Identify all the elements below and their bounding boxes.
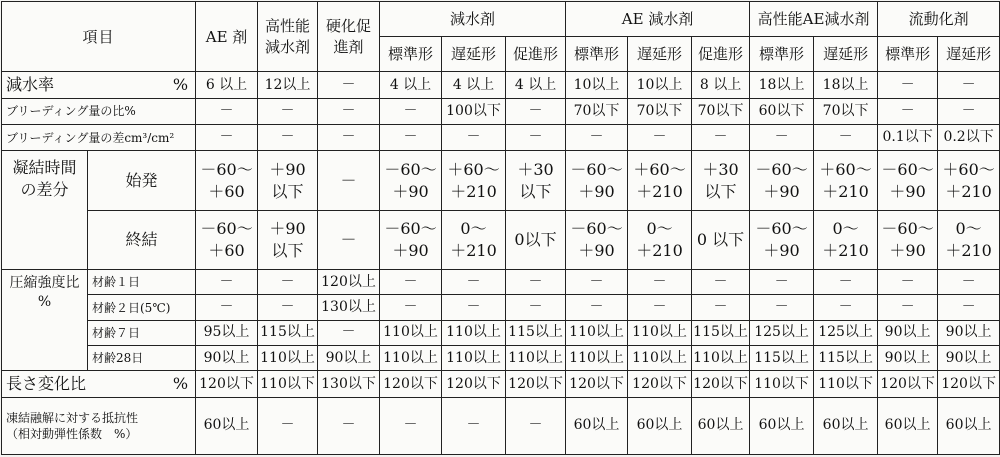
value-cell: ＋60～ ＋210 [938, 151, 1000, 210]
value-cell: 110以上 [258, 346, 318, 371]
value-cell: 70以下 [566, 98, 628, 124]
value-cell: －60～ ＋90 [878, 151, 938, 210]
value-cell: －60～ ＋90 [750, 210, 814, 269]
value-cell: 110以下 [258, 371, 318, 397]
label-setting-time: 凝結時間 の差分 [2, 151, 88, 270]
value-cell: － [318, 98, 380, 124]
subheader-standard: 標準形 [380, 37, 442, 72]
value-cell: 120以下 [692, 371, 750, 397]
value-cell: 90以上 [318, 346, 380, 371]
value-cell: 70以下 [628, 98, 692, 124]
label-text: 減水率 [6, 75, 55, 95]
value-cell: 120以下 [878, 371, 938, 397]
value-cell: － [442, 295, 506, 320]
value-cell: 0～ ＋210 [442, 210, 506, 269]
value-cell: 4 以上 [506, 72, 566, 98]
value-cell: － [318, 210, 380, 269]
value-cell: － [258, 125, 318, 151]
value-cell: 0～ ＋210 [628, 210, 692, 269]
value-cell: 110以上 [566, 346, 628, 371]
value-cell: － [692, 270, 750, 295]
value-cell: 120以下 [938, 371, 1000, 397]
value-cell: － [318, 125, 380, 151]
value-cell: 0～ ＋210 [938, 210, 1000, 269]
value-cell: －60～ ＋90 [380, 210, 442, 269]
row-bleeding-difference [2, 125, 1000, 151]
value-cell: 4 以上 [442, 72, 506, 98]
value-cell: － [196, 270, 258, 295]
value-cell: 125以上 [750, 320, 814, 345]
value-cell: 10以上 [566, 72, 628, 98]
value-cell: ＋60～ ＋210 [814, 151, 878, 210]
value-cell: 60以上 [750, 397, 814, 454]
value-cell: 70以下 [692, 98, 750, 124]
row-setting-initial [2, 151, 1000, 210]
value-cell: 12以上 [258, 72, 318, 98]
value-cell: － [442, 125, 506, 151]
value-cell: － [628, 270, 692, 295]
value-cell: － [442, 270, 506, 295]
value-cell: － [750, 270, 814, 295]
label-age-1day: 材齢１日 [88, 270, 196, 295]
row-compressive-age7 [2, 320, 1000, 345]
value-cell: 60以上 [878, 397, 938, 454]
value-cell: 90以上 [196, 346, 258, 371]
value-cell: 110以上 [442, 320, 506, 345]
value-cell: － [258, 98, 318, 124]
value-cell: － [566, 270, 628, 295]
subheader-retarding: 遅延形 [814, 37, 878, 72]
value-cell: 70以下 [814, 98, 878, 124]
value-cell: － [258, 295, 318, 320]
row-setting-final [2, 210, 1000, 269]
value-cell: － [380, 125, 442, 151]
value-cell: ＋60～ ＋210 [628, 151, 692, 210]
value-cell: 0以下 [506, 210, 566, 269]
label-compressive-strength-ratio: 圧縮強度比 % [2, 270, 88, 371]
header-high-performance-water-reducer: 高性能 減水剤 [258, 2, 318, 72]
value-cell: 130以下 [318, 371, 380, 397]
value-cell: 115以上 [258, 320, 318, 345]
value-cell: － [196, 98, 258, 124]
value-cell: －60～ ＋60 [196, 210, 258, 269]
value-cell: ＋30 以下 [692, 151, 750, 210]
label-age-28day: 材齢28日 [88, 346, 196, 371]
value-cell: ＋30 以下 [506, 151, 566, 210]
value-cell: － [380, 295, 442, 320]
value-cell: 130以上 [318, 295, 380, 320]
value-cell: － [506, 98, 566, 124]
value-cell: － [938, 98, 1000, 124]
value-cell: 120以下 [628, 371, 692, 397]
label-age-2day: 材齢２日(5℃) [88, 295, 196, 320]
header-water-reducer: 減水剤 [380, 2, 566, 37]
value-cell: － [878, 295, 938, 320]
label-bleeding-difference: ブリーディング量の差cm³/cm² [2, 125, 196, 151]
subheader-retarding: 遅延形 [442, 37, 506, 72]
header-hp-ae-water-reducer: 高性能AE減水剤 [750, 2, 878, 37]
value-cell: 18以上 [750, 72, 814, 98]
subheader-standard: 標準形 [878, 37, 938, 72]
value-cell: － [566, 295, 628, 320]
value-cell: 10以上 [628, 72, 692, 98]
value-cell: 110以上 [566, 320, 628, 345]
row-compressive-age28 [2, 346, 1000, 371]
value-cell: 115以上 [750, 346, 814, 371]
value-cell: 60以上 [628, 397, 692, 454]
value-cell: 90以上 [938, 320, 1000, 345]
value-cell: 90以上 [938, 346, 1000, 371]
value-cell: － [506, 397, 566, 454]
value-cell: － [692, 125, 750, 151]
value-cell: 110以上 [692, 346, 750, 371]
value-cell: 120以下 [566, 371, 628, 397]
value-cell: 0.1以下 [878, 125, 938, 151]
value-cell: ＋90 以下 [258, 210, 318, 269]
value-cell: 125以上 [814, 320, 878, 345]
row-freeze-thaw [2, 397, 1000, 454]
label-bleeding-ratio: ブリーディング量の比% [2, 98, 196, 124]
value-cell: 0 以下 [692, 210, 750, 269]
header-hardening-accelerator: 硬化促 進剤 [318, 2, 380, 72]
value-cell: 120以下 [506, 371, 566, 397]
value-cell: 18以上 [814, 72, 878, 98]
row-compressive-age1 [2, 270, 1000, 295]
label-length-change [2, 371, 196, 397]
subheader-accelerating: 促進形 [692, 37, 750, 72]
value-cell: － [318, 72, 380, 98]
value-cell: 110以下 [750, 371, 814, 397]
header-superplasticizer: 流動化剤 [878, 2, 1000, 37]
value-cell: － [318, 151, 380, 210]
value-cell: － [628, 125, 692, 151]
value-cell: 6 以上 [196, 72, 258, 98]
row-compressive-age2 [2, 295, 1000, 320]
value-cell: － [878, 270, 938, 295]
header-ae-water-reducer: AE 減水剤 [566, 2, 750, 37]
value-cell: ＋90 以下 [258, 151, 318, 210]
subheader-standard: 標準形 [750, 37, 814, 72]
value-cell: 110以上 [628, 346, 692, 371]
subheader-retarding: 遅延形 [938, 37, 1000, 72]
admixture-requirements-table [1, 1, 1000, 455]
subheader-standard: 標準形 [566, 37, 628, 72]
value-cell: 4 以上 [380, 72, 442, 98]
label-text: 長さ変化比 [6, 374, 87, 394]
value-cell: － [380, 397, 442, 454]
header-ae-agent: AE 剤 [196, 2, 258, 72]
value-cell: 110以上 [506, 346, 566, 371]
value-cell: 120以下 [442, 371, 506, 397]
value-cell: 115以上 [506, 320, 566, 345]
value-cell: － [442, 397, 506, 454]
value-cell: 60以上 [814, 397, 878, 454]
row-water-reduction [2, 72, 1000, 98]
value-cell: － [628, 295, 692, 320]
value-cell: － [196, 125, 258, 151]
value-cell: 60以上 [692, 397, 750, 454]
value-cell: －60～ ＋90 [750, 151, 814, 210]
subheader-retarding: 遅延形 [628, 37, 692, 72]
label-age-7day: 材齢７日 [88, 320, 196, 345]
value-cell: － [692, 295, 750, 320]
value-cell: 60以上 [566, 397, 628, 454]
value-cell: 60以上 [196, 397, 258, 454]
value-cell: － [814, 125, 878, 151]
value-cell: 0.2以下 [938, 125, 1000, 151]
value-cell: 0～ ＋210 [814, 210, 878, 269]
value-cell: － [380, 270, 442, 295]
value-cell: 60以下 [750, 98, 814, 124]
value-cell: － [566, 125, 628, 151]
value-cell: － [506, 270, 566, 295]
value-cell: － [258, 397, 318, 454]
value-cell: － [196, 295, 258, 320]
value-cell: 110以上 [442, 346, 506, 371]
value-cell: 120以下 [380, 371, 442, 397]
value-cell: －60～ ＋90 [566, 210, 628, 269]
label-initial-set: 始発 [88, 151, 196, 210]
value-cell: － [938, 72, 1000, 98]
value-cell: － [258, 270, 318, 295]
value-cell: － [814, 295, 878, 320]
value-cell: － [938, 295, 1000, 320]
value-cell: － [938, 270, 1000, 295]
value-cell: 120以上 [318, 270, 380, 295]
label-water-reduction [2, 72, 196, 98]
value-cell: －60～ ＋90 [878, 210, 938, 269]
value-cell: － [318, 320, 380, 345]
label-unit: % [172, 75, 189, 95]
value-cell: 60以上 [938, 397, 1000, 454]
value-cell: 110以下 [814, 371, 878, 397]
value-cell: 95以上 [196, 320, 258, 345]
value-cell: 120以下 [196, 371, 258, 397]
value-cell: － [878, 72, 938, 98]
row-length-change [2, 371, 1000, 397]
value-cell: 110以上 [380, 320, 442, 345]
value-cell: 110以上 [380, 346, 442, 371]
value-cell: 110以上 [628, 320, 692, 345]
label-unit: % [172, 374, 189, 394]
value-cell: ＋60～ ＋210 [442, 151, 506, 210]
label-freeze-thaw-resistance: 凍結融解に対する抵抗性 （相対動弾性係数 %） [2, 397, 196, 454]
value-cell: －60～ ＋90 [566, 151, 628, 210]
value-cell: － [878, 98, 938, 124]
value-cell: 90以上 [878, 320, 938, 345]
value-cell: － [318, 397, 380, 454]
label-final-set: 終結 [88, 210, 196, 269]
value-cell: － [750, 125, 814, 151]
value-cell: － [506, 125, 566, 151]
value-cell: 90以上 [878, 346, 938, 371]
value-cell: － [380, 98, 442, 124]
value-cell: － [506, 295, 566, 320]
value-cell: － [814, 270, 878, 295]
value-cell: 8 以上 [692, 72, 750, 98]
subheader-accelerating: 促進形 [506, 37, 566, 72]
value-cell: 115以上 [692, 320, 750, 345]
row-bleeding-ratio [2, 98, 1000, 124]
value-cell: － [750, 295, 814, 320]
header-item: 項目 [2, 2, 196, 72]
value-cell: 100以下 [442, 98, 506, 124]
value-cell: 115以上 [814, 346, 878, 371]
value-cell: －60～ ＋90 [380, 151, 442, 210]
value-cell: －60～ ＋60 [196, 151, 258, 210]
